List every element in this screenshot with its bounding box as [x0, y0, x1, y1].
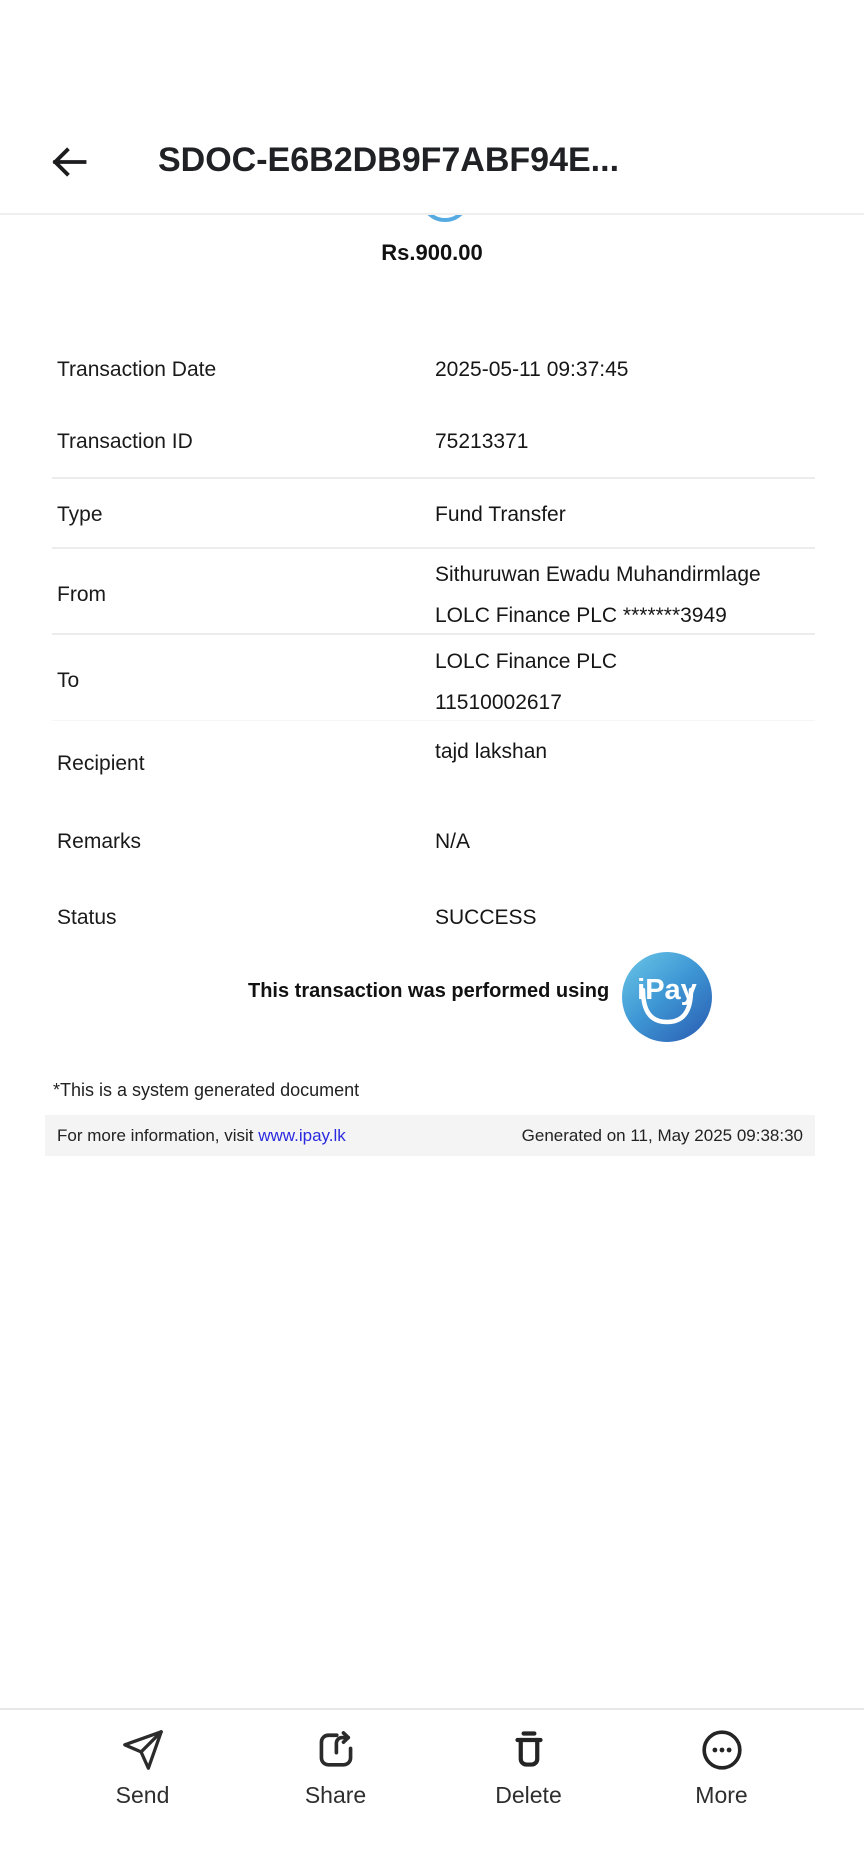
more-options-icon: [699, 1727, 745, 1773]
delete-button[interactable]: [432, 1710, 625, 1872]
from-account-number: LOLC Finance PLC *******3949: [435, 604, 727, 627]
bottom-action-bar: [0, 1708, 864, 1872]
performed-using-note: This transaction was performed using: [248, 980, 610, 1002]
field-label-remarks: Remarks: [57, 830, 142, 853]
row-divider: [52, 477, 815, 479]
receipt-document[interactable]: [0, 213, 864, 1710]
footer-info-text: For more information, visit www.ipay.lk: [57, 1125, 346, 1145]
share-button[interactable]: [239, 1710, 432, 1872]
field-label-recipient: Recipient: [57, 752, 145, 775]
more-label: More: [695, 1782, 748, 1808]
field-label-to: To: [57, 669, 80, 692]
field-value-transaction-date: 2025-05-11 09:37:45: [435, 358, 629, 381]
share-icon: [313, 1727, 359, 1773]
delete-label: Delete: [495, 1782, 562, 1808]
field-value-remarks: N/A: [435, 830, 471, 853]
ipay-logo-icon: [622, 952, 712, 1042]
field-label-from: From: [57, 583, 106, 606]
row-divider: [52, 633, 815, 635]
document-footer-bar: [45, 1115, 815, 1156]
field-value-transaction-id: 75213371: [435, 430, 529, 453]
send-icon: [120, 1727, 166, 1773]
row-divider: [52, 720, 815, 721]
field-label-transaction-date: Transaction Date: [57, 358, 217, 381]
back-arrow-icon: [42, 140, 94, 184]
row-divider: [52, 547, 815, 549]
share-label: Share: [304, 1782, 367, 1808]
field-value-type: Fund Transfer: [435, 503, 566, 526]
ipay-website-link[interactable]: www.ipay.lk: [258, 1125, 346, 1145]
field-value-recipient: tajd lakshan: [435, 740, 548, 763]
trash-icon: [506, 1727, 552, 1773]
field-label-status: Status: [57, 906, 117, 929]
field-value-to: [435, 641, 617, 723]
field-label-type: Type: [57, 503, 103, 526]
svg-text:iPay: iPay: [637, 974, 697, 1006]
more-button[interactable]: [625, 1710, 818, 1872]
page-title: SDOC-E6B2DB9F7ABF94E...: [158, 141, 620, 179]
success-check-icon: [420, 215, 470, 223]
transaction-amount: Rs.900.00: [381, 240, 483, 265]
to-bank-name: LOLC Finance PLC: [435, 650, 618, 673]
from-account-name: Sithuruwan Ewadu Muhandirmlage: [435, 563, 761, 586]
send-button[interactable]: [46, 1710, 239, 1872]
footer-generated-text: Generated on 11, May 2025 09:38:30: [521, 1125, 803, 1145]
top-app-bar: [0, 0, 864, 213]
back-button[interactable]: [42, 136, 94, 188]
field-label-transaction-id: Transaction ID: [57, 430, 193, 453]
send-label: Send: [115, 1782, 170, 1808]
field-value-status: SUCCESS: [435, 906, 537, 929]
field-value-from: [435, 554, 761, 636]
to-account-number: 11510002617: [435, 691, 562, 714]
system-generated-note: *This is a system generated document: [53, 1080, 360, 1100]
